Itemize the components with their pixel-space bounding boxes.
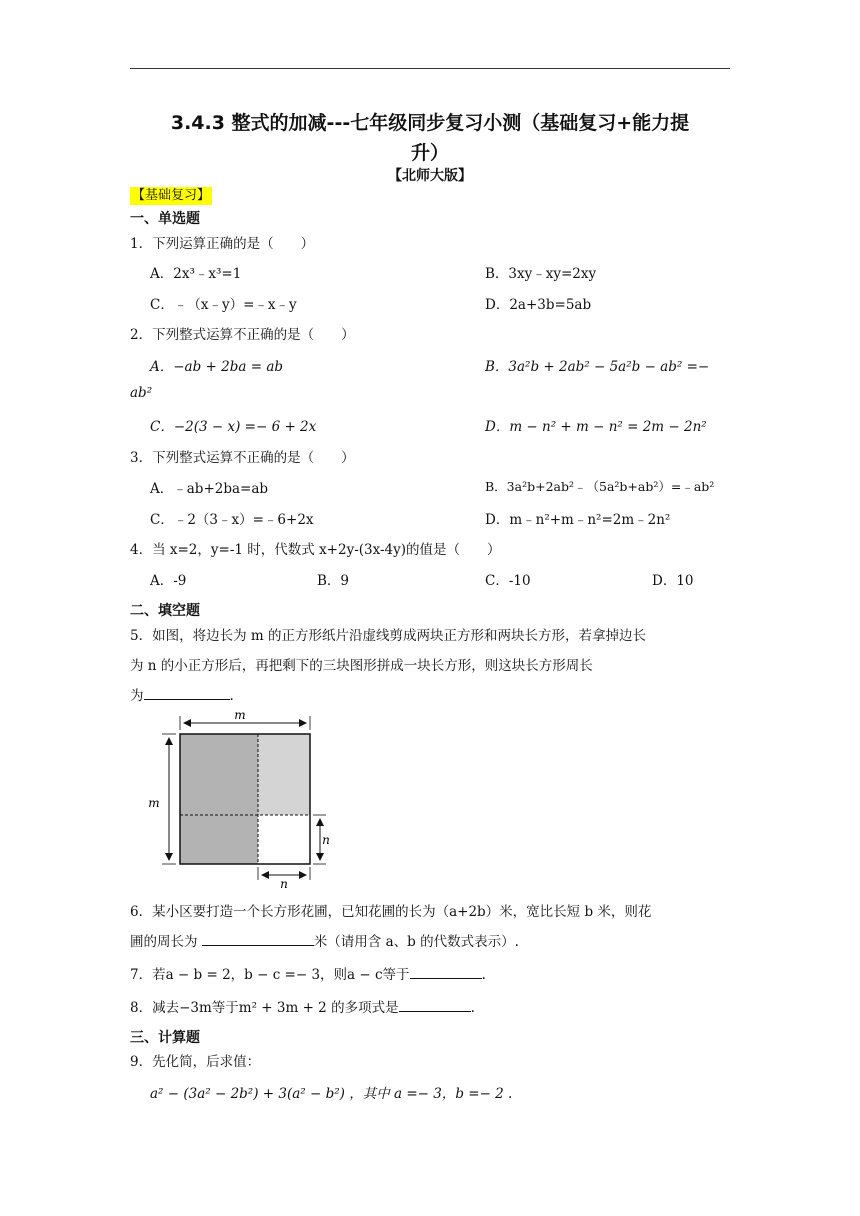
label-m-left: m xyxy=(148,796,160,810)
top-right-rectangle-piece xyxy=(258,734,310,815)
q2-option-b: B．3a²b + 2ab² − 5a²b − ab² =− xyxy=(485,359,710,375)
q2-stem: 2．下列整式运算不正确的是（ ） xyxy=(130,327,355,343)
section-heading-fill-blank: 二、填空题 xyxy=(130,603,200,619)
q7-prefix: 7．若a − b = 2，b − c =− 3，则a − c等于 xyxy=(130,967,410,983)
q2-option-c: C．−2(3 − x) =− 6 + 2x xyxy=(150,419,317,435)
header-rule xyxy=(130,68,730,69)
q4-option-a: A．-9 xyxy=(150,573,187,589)
large-square-piece xyxy=(180,734,258,815)
section-heading-single-choice: 一、单选题 xyxy=(130,211,200,227)
q7-suffix: . xyxy=(481,967,486,983)
edition-label: 【北师大版】 xyxy=(388,168,472,184)
label-n-bottom: n xyxy=(280,877,288,891)
q6-line-2 xyxy=(130,930,519,950)
q6-prefix: 圃的周长为 xyxy=(130,934,202,950)
q5-line-2: 为 n 的小正方形后，再把剩下的三块图形拼成一块长方形，则这块长方形周长 xyxy=(130,658,593,674)
q4-stem: 4．当 x=2，y=-1 时，代数式 x+2y-(3x-4y)的值是（ ） xyxy=(130,542,501,558)
q4-option-d: D．10 xyxy=(652,573,694,589)
label-n-right: n xyxy=(322,833,330,847)
q8-answer-blank[interactable] xyxy=(399,997,471,1012)
title-line-2: 升） xyxy=(410,142,449,164)
q8-suffix: . xyxy=(470,1000,475,1016)
q7-line xyxy=(130,963,486,983)
q1-stem: 1．下列运算正确的是（ ） xyxy=(130,236,315,252)
q9-expression: a² − (3a² − 2b²) + 3(a² − b²) ，其中 a =− 3，b =− 2 . xyxy=(150,1086,513,1102)
q5-line-1: 5．如图，将边长为 m 的正方形纸片沿虚线剪成两块正方形和两块长方形，若拿掉边长 xyxy=(130,628,646,644)
q3-option-c: C．﹣2（3﹣x）=﹣6+2x xyxy=(150,512,314,528)
label-m-top: m xyxy=(234,708,246,722)
q8-line xyxy=(130,996,475,1016)
q6-answer-blank[interactable] xyxy=(202,931,314,946)
q2-option-a: A．−ab + 2ba = ab xyxy=(150,359,284,375)
q2-option-b-continued: ab² xyxy=(130,385,153,401)
q5-answer-blank[interactable] xyxy=(144,685,230,700)
q2-option-d: D．m − n² + m − n² = 2m − 2n² xyxy=(485,419,707,435)
q4-option-c: C．-10 xyxy=(485,573,531,589)
q1-option-d: D．2a+3b=5ab xyxy=(485,297,592,313)
q3-option-d: D．m﹣n²+m﹣n²=2m﹣2n² xyxy=(485,512,671,528)
q6-line-1: 6．某小区要打造一个长方形花圃，已知花圃的长为（a+2b）米，宽比长短 b 米，则花 xyxy=(130,904,652,920)
q1-option-a: A．2x³﹣x³=1 xyxy=(150,266,242,282)
bottom-left-rectangle-piece xyxy=(180,815,258,864)
q6-suffix: 米（请用含 a、b 的代数式表示）. xyxy=(313,934,519,950)
section-heading-calculation: 三、计算题 xyxy=(130,1030,200,1046)
q8-prefix: 8．减去−3m等于m² + 3m + 2 的多项式是 xyxy=(130,1000,399,1016)
q1-option-b: B．3xy﹣xy=2xy xyxy=(485,266,597,282)
q5-line-3 xyxy=(130,684,234,704)
small-square-piece xyxy=(258,815,310,864)
q7-answer-blank[interactable] xyxy=(410,964,482,979)
q9-stem: 9．先化简，后求值： xyxy=(130,1054,261,1070)
q3-option-a: A．﹣ab+2ba=ab xyxy=(150,481,269,497)
q5-square-figure xyxy=(148,708,328,890)
q4-option-b: B．9 xyxy=(317,573,350,589)
q3-stem: 3．下列整式运算不正确的是（ ） xyxy=(130,450,355,466)
q3-option-b: B．3a²b+2ab²﹣（5a²b+ab²）=﹣ab² xyxy=(485,479,715,494)
q5-prefix: 为 xyxy=(130,688,144,704)
section-tag-basic-review: 【基础复习】 xyxy=(132,188,211,203)
title-line-1: 3.4.3 整式的加减---七年级同步复习小测（基础复习+能力提 xyxy=(170,112,690,134)
q1-option-c: C．﹣（x﹣y）=﹣x﹣y xyxy=(150,297,297,313)
q5-suffix: . xyxy=(229,688,234,704)
